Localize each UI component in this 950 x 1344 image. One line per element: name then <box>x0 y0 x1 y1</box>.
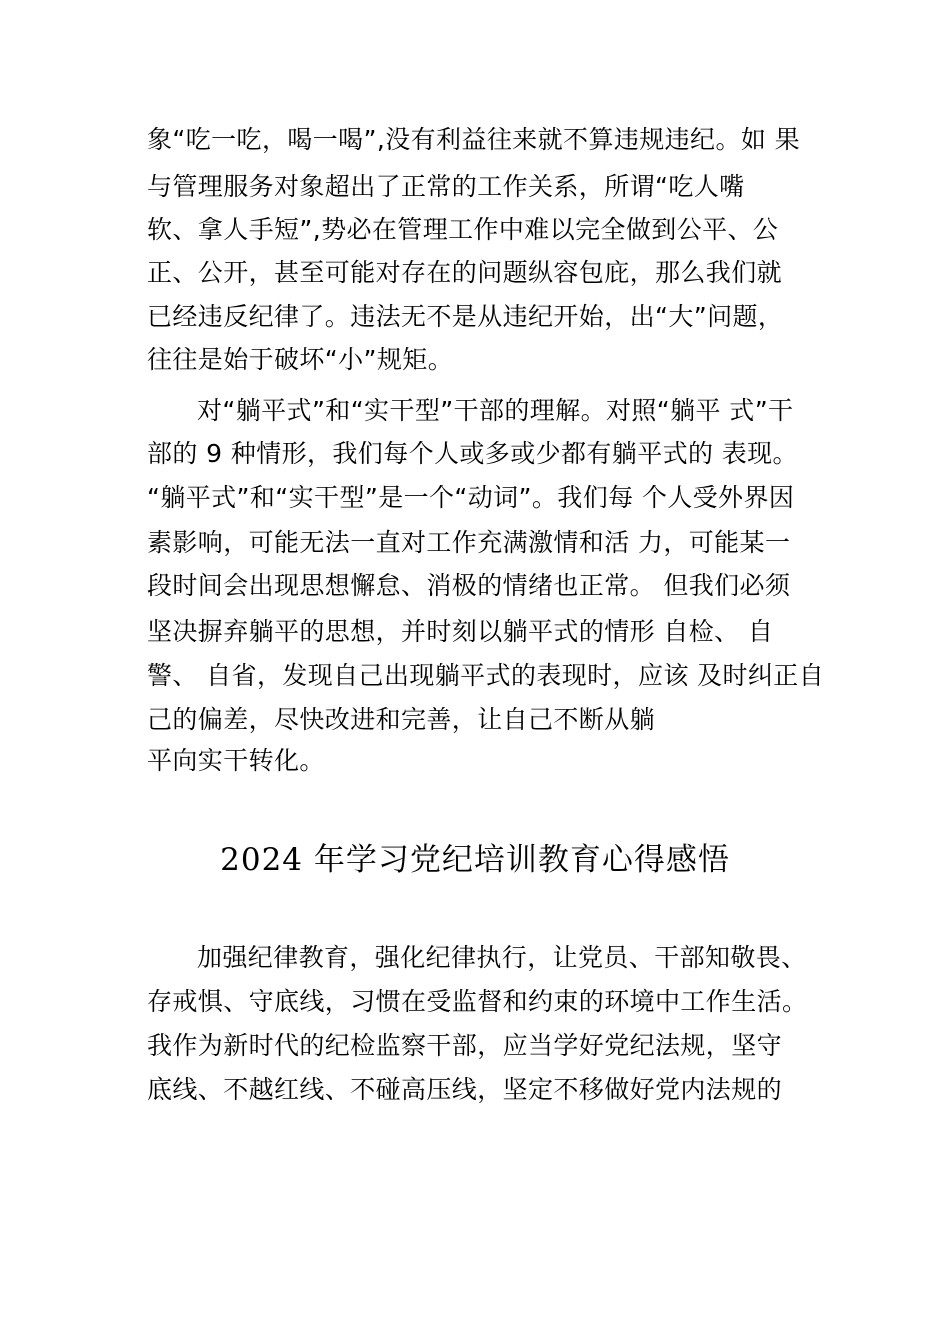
paragraph-line: 已经违反纪律了。违法无不是从违纪开始，出“大”问题， <box>147 302 784 331</box>
paragraph-line: 往往是始于破坏“小”规矩。 <box>147 345 454 374</box>
paragraph-line: 平向实干转化。 <box>147 746 325 775</box>
paragraph-line: 部的 9 种情形，我们每个人或多或少都有躺平式的 表现。 <box>147 439 798 468</box>
paragraph-line: 警、 自省，发现自己出现躺平式的表现时，应该 及时纠正自 <box>147 661 825 690</box>
paragraph-line: 对“躺平式”和“实干型”干部的理解。对照“躺平 式”干 <box>197 396 794 425</box>
paragraph-line: 己的偏差，尽快改进和完善，让自己不断从躺 <box>147 705 656 734</box>
paragraph-line: 加强纪律教育，强化纪律执行，让党员、干部知敬畏、 <box>197 943 807 972</box>
section-title: 2024 年学习党纪培训教育心得感悟 <box>220 842 730 878</box>
paragraph-line: 正、公开，甚至可能对存在的问题纵容包庇，那么我们就 <box>147 258 783 287</box>
paragraph-line: “躺平式”和“实干型”是一个“动词”。我们每 个人受外界因 <box>147 483 795 512</box>
paragraph-line: 象“吃一吃，喝一喝”,没有利益往来就不算违规违纪。如 果 <box>147 125 800 154</box>
paragraph-line: 软、拿人手短”,势必在管理工作中难以完全做到公平、公 <box>147 215 779 244</box>
paragraph-line: 我作为新时代的纪检监察干部，应当学好党纪法规，坚守 <box>147 1031 783 1060</box>
paragraph-line: 素影响，可能无法一直对工作充满激情和活 力，可能某一 <box>147 528 791 557</box>
paragraph-line: 底线、不越红线、不碰高压线，坚定不移做好党内法规的 <box>147 1075 783 1104</box>
paragraph-line: 段时间会出现思想懈怠、消极的情绪也正常。 但我们必须 <box>147 571 791 600</box>
paragraph-line: 坚决摒弃躺平的思想，并时刻以躺平式的情形 自检、 自 <box>147 617 774 646</box>
paragraph-line: 存戒惧、守底线，习惯在受监督和约束的环境中工作生活。 <box>147 987 808 1016</box>
paragraph-line: 与管理服务对象超出了正常的工作关系，所谓“吃人嘴 <box>147 172 745 201</box>
